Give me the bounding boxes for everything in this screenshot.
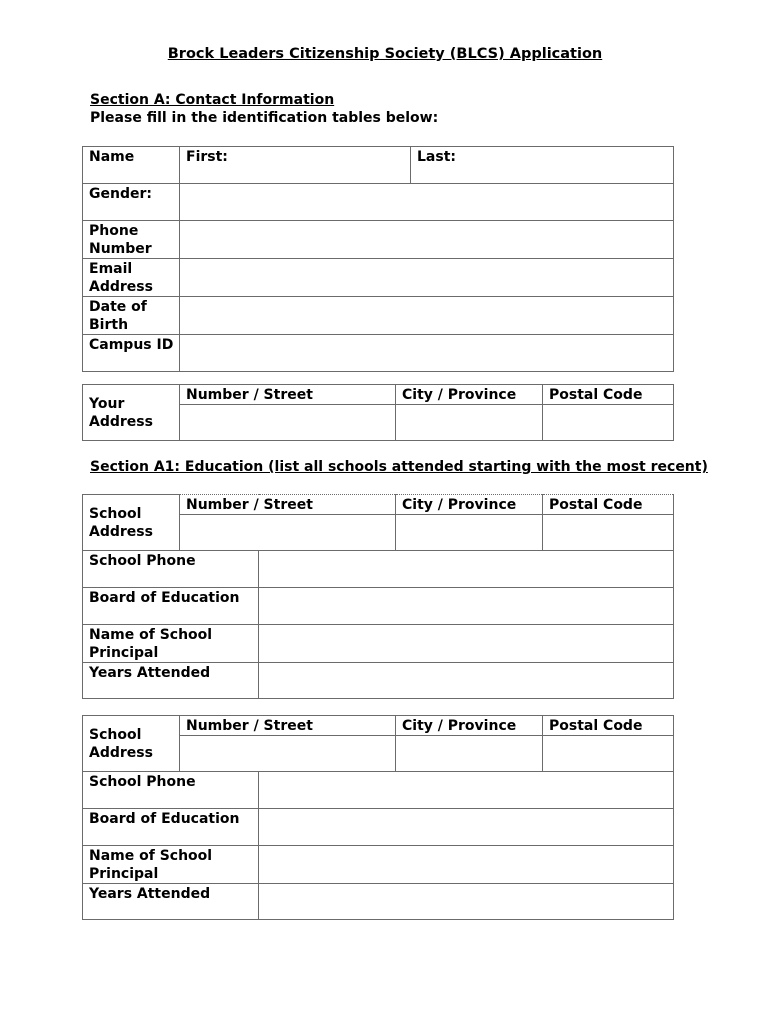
- phone-field[interactable]: [180, 221, 674, 259]
- principal-label-cell: [83, 846, 259, 884]
- years-field[interactable]: [259, 663, 674, 699]
- your-address-label-line2: Address: [89, 413, 153, 430]
- board-label-cell: [83, 588, 259, 625]
- school-address-label-line1: School: [89, 727, 142, 743]
- principal-label-line2: Principal: [89, 645, 159, 661]
- years-label-cell: [83, 884, 259, 920]
- school-postal-field[interactable]: [543, 736, 674, 772]
- dob-label-cell: [83, 297, 180, 335]
- email-label-line1: Email: [89, 261, 133, 277]
- principal-label-line1: Name of School: [89, 627, 213, 643]
- principal-field[interactable]: [259, 625, 674, 663]
- street-header: [180, 385, 396, 405]
- gender-label-cell: [83, 184, 180, 221]
- school-phone-field[interactable]: [259, 772, 674, 809]
- school-phone-label: School Phone: [89, 774, 196, 790]
- email-label-cell: [83, 259, 180, 297]
- gender-label: Gender:: [89, 186, 152, 202]
- school-address-label-line2: Address: [89, 524, 153, 540]
- school-city-header-label: City / Province: [402, 497, 517, 513]
- principal-label-cell: [83, 625, 259, 663]
- postal-field[interactable]: [543, 405, 674, 441]
- postal-header-label: Postal Code: [549, 387, 643, 403]
- principal-label-line2: Principal: [89, 866, 159, 882]
- phone-label-line1: Phone: [89, 223, 139, 239]
- school-phone-label-cell: [83, 772, 259, 809]
- years-label: Years Attended: [89, 886, 211, 902]
- campus-id-field[interactable]: [180, 335, 674, 372]
- last-name-label: Last:: [417, 149, 456, 165]
- school-postal-header: [543, 495, 674, 515]
- name-label: Name: [89, 149, 135, 165]
- city-header: [396, 385, 543, 405]
- school-phone-label-cell: [83, 551, 259, 588]
- dob-field[interactable]: [180, 297, 674, 335]
- first-name-field[interactable]: [180, 147, 411, 184]
- form-title: Brock Leaders Citizenship Society (BLCS) Application: [167, 46, 603, 62]
- section-a1-heading: Section A1: Education (list all schools attended starting with the most recent): [90, 459, 708, 475]
- school-address-label-line2: Address: [89, 745, 153, 761]
- school-street-field[interactable]: [180, 736, 396, 772]
- board-field[interactable]: [259, 588, 674, 625]
- school-city-header: [396, 716, 543, 736]
- gender-field[interactable]: [180, 184, 674, 221]
- first-name-label: First:: [186, 149, 228, 165]
- school-phone-label: School Phone: [89, 553, 196, 569]
- school-street-header-label: Number / Street: [186, 718, 313, 734]
- school-postal-header: [543, 716, 674, 736]
- contact-info-table: [82, 146, 674, 372]
- school-table-2: [82, 715, 674, 920]
- email-field[interactable]: [180, 259, 674, 297]
- school-city-header: [396, 495, 543, 515]
- principal-label-line1: Name of School: [89, 848, 213, 864]
- city-field[interactable]: [396, 405, 543, 441]
- school-street-field[interactable]: [180, 515, 396, 551]
- school-postal-field[interactable]: [543, 515, 674, 551]
- school-address-label-cell: [83, 716, 180, 772]
- school-city-header-label: City / Province: [402, 718, 517, 734]
- board-field[interactable]: [259, 809, 674, 846]
- email-label-line2: Address: [89, 279, 153, 295]
- postal-header: [543, 385, 674, 405]
- school-phone-field[interactable]: [259, 551, 674, 588]
- principal-field[interactable]: [259, 846, 674, 884]
- board-label: Board of Education: [89, 590, 240, 606]
- school-postal-header-label: Postal Code: [549, 497, 643, 513]
- phone-label-cell: [83, 221, 180, 259]
- board-label: Board of Education: [89, 811, 240, 827]
- phone-label-line2: Number: [89, 241, 152, 257]
- your-address-label-cell: [83, 385, 180, 441]
- years-label-cell: [83, 663, 259, 699]
- school-address-label-line1: School: [89, 506, 142, 522]
- school-address-label-cell: [83, 495, 180, 551]
- dob-label-line2: Birth: [89, 317, 129, 333]
- campus-id-label: Campus ID: [89, 337, 174, 353]
- campus-id-label-cell: [83, 335, 180, 372]
- your-address-label-line1: Your: [89, 395, 125, 412]
- board-label-cell: [83, 809, 259, 846]
- school-postal-header-label: Postal Code: [549, 718, 643, 734]
- school-street-header-label: Number / Street: [186, 497, 313, 513]
- years-field[interactable]: [259, 884, 674, 920]
- section-a-instruction: Please fill in the identification tables below:: [90, 110, 439, 126]
- school-city-field[interactable]: [396, 515, 543, 551]
- school-street-header: [180, 716, 396, 736]
- street-header-label: Number / Street: [186, 387, 313, 403]
- school-city-field[interactable]: [396, 736, 543, 772]
- last-name-field[interactable]: [411, 147, 674, 184]
- name-label-cell: [83, 147, 180, 184]
- school-street-header: [180, 495, 396, 515]
- city-header-label: City / Province: [402, 387, 517, 403]
- your-address-table: [82, 384, 674, 441]
- dob-label-line1: Date of: [89, 299, 147, 315]
- street-field[interactable]: [180, 405, 396, 441]
- years-label: Years Attended: [89, 665, 211, 681]
- section-a-heading: Section A: Contact Information: [90, 92, 335, 108]
- school-table-1: [82, 494, 674, 699]
